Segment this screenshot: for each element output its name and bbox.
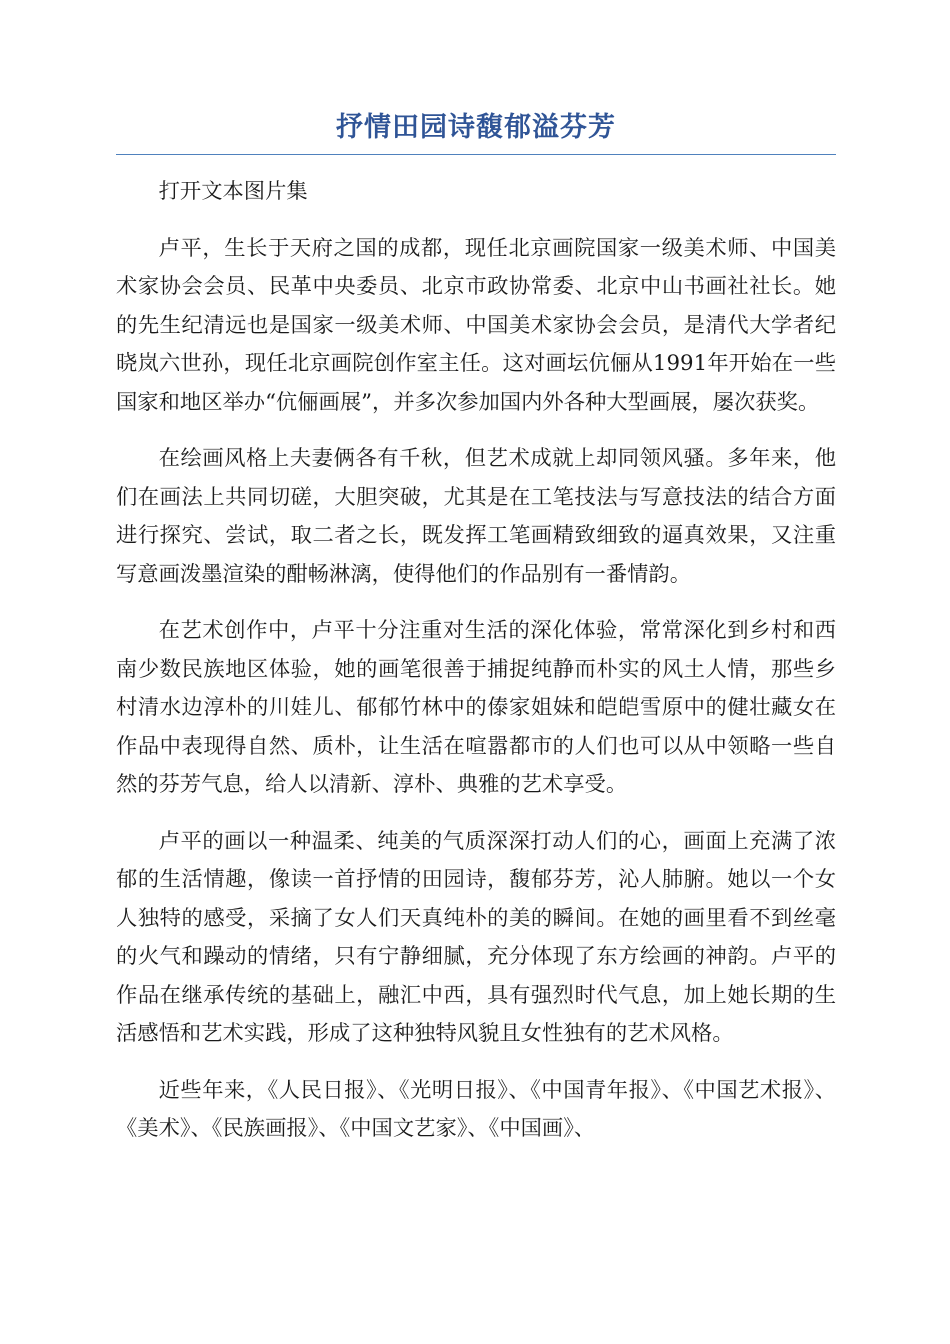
paragraph-intro: 卢平，生长于天府之国的成都，现任北京画院国家一级美术师、中国美术家协会会员、民革中央委员、北京市政协常委、北京中山书画社社长。她的先生纪清远也是国家一级美术师、中国美术家协会会员，是清代大学者纪晓岚六世孙，现任北京画院创作室主任。这对画坛伉俪从1991年开始在一些国家和地区举办“伉俪画展”，并多次参加国内外各种大型画展，屡次获奖。 bbox=[116, 235, 836, 415]
paragraph-style: 在绘画风格上夫妻俩各有千秋，但艺术成就上却同领风骚。多年来，他们在画法上共同切磋，大胆突破，尤其是在工笔技法与写意技法的结合方面进行探究、尝试，取二者之长，既发挥工笔画精致细致的逼真效果，又注重写意画泼墨渲染的酣畅淋漓，使得他们的作品别有一番情韵。 bbox=[116, 446, 836, 587]
paragraph-press: 近些年来，《人民日报》、《光明日报》、《中国青年报》、《中国艺术报》、《美术》、《民族画报》、《中国文艺家》、《中国画》、 bbox=[116, 1077, 836, 1141]
paragraph-quality: 卢平的画以一种温柔、纯美的气质深深打动人们的心，画面上充满了浓郁的生活情趣，像读一首抒情的田园诗，馥郁芬芳，沁人肺腑。她以一个女人独特的感受，采摘了女人们天真纯朴的美的瞬间。在她的画里看不到丝毫的火气和躁动的情绪，只有宁静细腻，充分体现了东方绘画的神韵。卢平的作品在继承传统的基础上，融汇中西，具有强烈时代气息，加上她长期的生活感悟和艺术实践，形成了这种独特风貌且女性独有的艺术风格。 bbox=[116, 828, 836, 1046]
paragraph-creation: 在艺术创作中，卢平十分注重对生活的深化体验，常常深化到乡村和西南少数民族地区体验，她的画笔很善于捕捉纯静而朴实的风土人情，那些乡村清水边淳朴的川娃儿、郁郁竹林中的傣家姐妹和皑皑雪原中的健壮藏女在作品中表现得自然、质朴，让生活在喧嚣都市的人们也可以从中领略一些自然的芬芳气息，给人以清新、淳朴、典雅的艺术享受。 bbox=[116, 618, 836, 797]
image-collection-link-text: 打开文本图片集 bbox=[158, 179, 308, 204]
document-title: 抒情田园诗馥郁溢芬芳 bbox=[116, 108, 836, 155]
document-page bbox=[116, 108, 836, 1149]
